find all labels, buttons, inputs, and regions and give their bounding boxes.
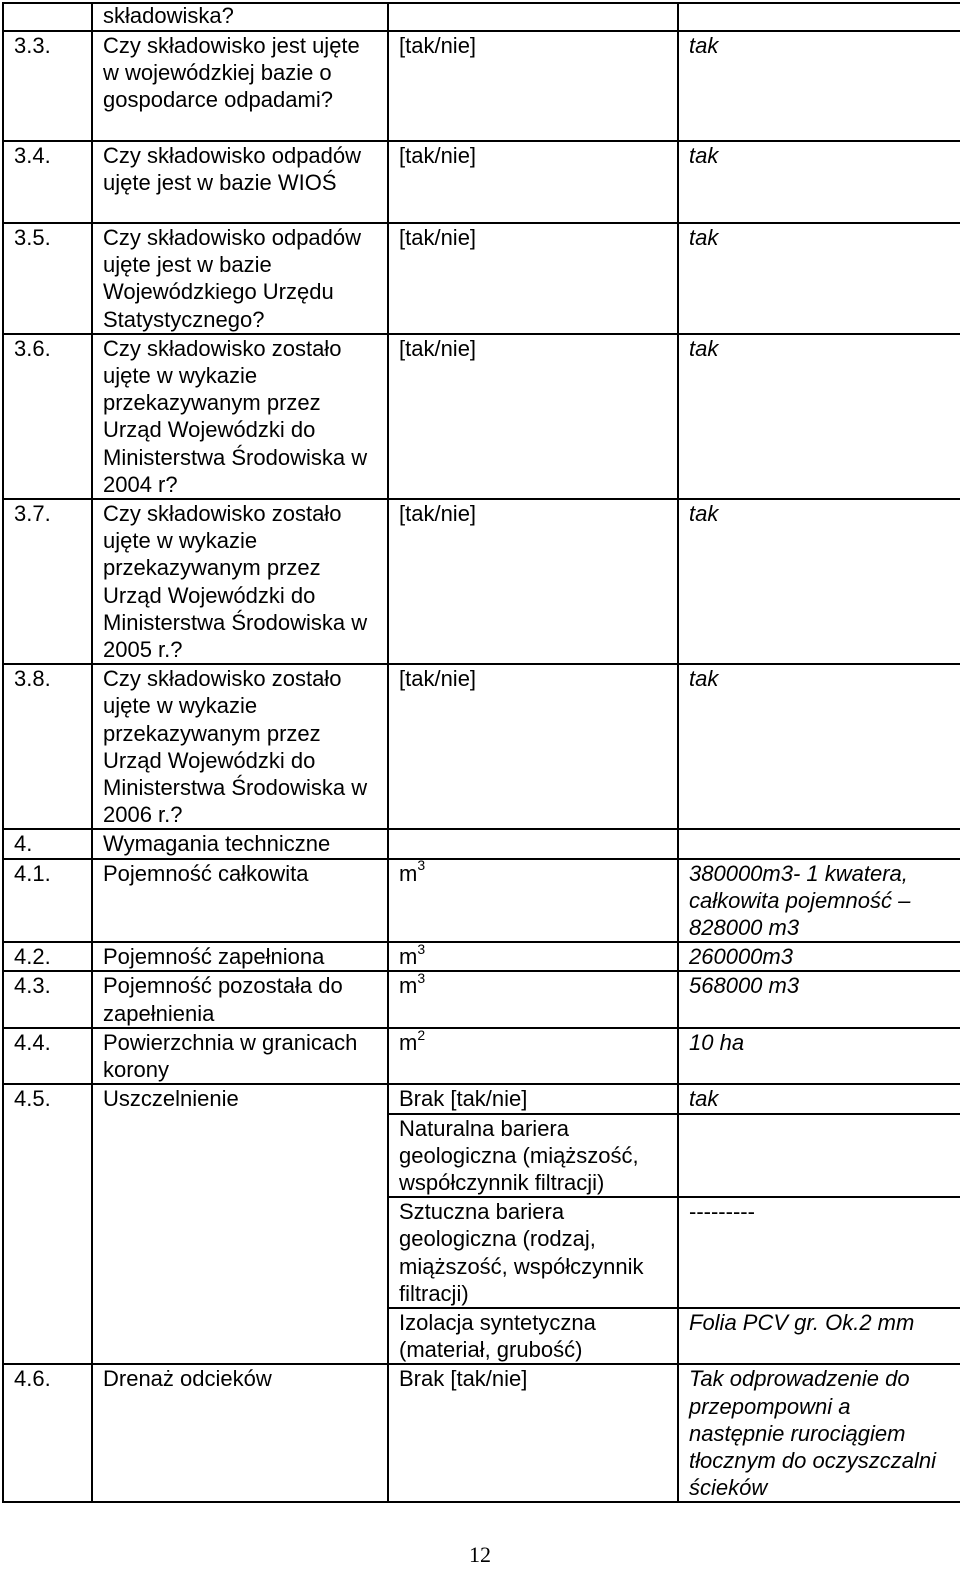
row-unit [388,942,678,971]
row-value: Tak odprowadzenie do przepompowni a następnie rurociągiem tłocznym do oczyszczalni ścieków [678,1364,960,1502]
row-value: 260000m3 [678,942,960,971]
row-label: Czy składowisko odpadów ujęte jest w bazie WIOŚ [92,141,388,223]
table-row [3,31,960,141]
table-row [3,3,960,31]
table-row [3,942,960,971]
page-number: 12 [469,1542,491,1567]
landfill-questionnaire-table [2,2,960,1503]
row-unit: [tak/nie] [388,499,678,664]
row-number: 4.3. [3,971,92,1027]
row-number [3,3,92,31]
row-value: tak [678,499,960,664]
row-number: 3.3. [3,31,92,141]
row-number: 3.4. [3,141,92,223]
table-row [3,664,960,829]
unit-exponent: 3 [417,857,426,874]
row-unit: Izolacja syntetyczna (materiał, grubość) [388,1308,678,1364]
row-value: tak [678,223,960,334]
row-value: tak [678,334,960,499]
section-title: Wymagania techniczne [92,829,388,858]
row-value [678,1114,960,1198]
row-value [678,3,960,31]
empty-cell [678,829,960,858]
row-unit [388,3,678,31]
row-number: 4.2. [3,942,92,971]
row-number: 4.5. [3,1084,92,1364]
table-row [3,334,960,499]
row-unit: [tak/nie] [388,334,678,499]
unit-base: m [399,1029,418,1055]
row-value: tak [678,31,960,141]
row-unit: Naturalna bariera geologiczna (miąższość, współczynnik filtracji) [388,1114,678,1198]
row-unit: [tak/nie] [388,141,678,223]
row-value: tak [678,664,960,829]
row-label: Pojemność zapełniona [92,942,388,971]
row-label: Powierzchnia w granicach korony [92,1028,388,1084]
row-number: 3.8. [3,664,92,829]
unit-exponent: 2 [417,1026,426,1043]
row-label: Pojemność pozostała do zapełnienia [92,971,388,1027]
unit-base: m [399,973,418,999]
row-unit: [tak/nie] [388,223,678,334]
unit-base: m [399,860,418,886]
row-label: składowiska? [92,3,388,31]
row-value: 380000m3- 1 kwatera, całkowita pojemność – 828000 m3 [678,859,960,943]
row-value: tak [678,1084,960,1113]
table-row [3,141,960,223]
table-row [3,971,960,1027]
table-row [3,1028,960,1084]
table-row [3,1364,960,1502]
row-unit: Sztuczna bariera geologiczna (rodzaj, miąższość, współczynnik filtracji) [388,1197,678,1308]
row-unit [388,1028,678,1084]
row-unit: Brak [tak/nie] [388,1084,678,1113]
row-unit: [tak/nie] [388,31,678,141]
unit-exponent: 3 [417,940,426,957]
row-number: 3.6. [3,334,92,499]
row-value: 10 ha [678,1028,960,1084]
row-number: 4.4. [3,1028,92,1084]
table-row [3,499,960,664]
row-value: Folia PCV gr. Ok.2 mm [678,1308,960,1364]
row-label: Drenaż odcieków [92,1364,388,1502]
row-label: Czy składowisko zostało ujęte w wykazie przekazywanym przez Urząd Wojewódzki do Ministerstwa Środowiska w 2004 r? [92,334,388,499]
row-unit [388,859,678,943]
row-unit: [tak/nie] [388,664,678,829]
empty-cell [388,829,678,858]
table-row [3,1084,960,1113]
row-label: Uszczelnienie [92,1084,388,1364]
row-unit [388,971,678,1027]
table-row [3,223,960,334]
section-number: 4. [3,829,92,858]
row-number: 3.7. [3,499,92,664]
table-row [3,859,960,943]
unit-exponent: 3 [417,970,426,987]
row-number: 4.1. [3,859,92,943]
row-number: 4.6. [3,1364,92,1502]
row-value: --------- [678,1197,960,1308]
row-label: Czy składowisko jest ujęte w wojewódzkiej bazie o gospodarce odpadami? [92,31,388,141]
row-label: Czy składowisko odpadów ujęte jest w bazie Wojewódzkiego Urzędu Statystycznego? [92,223,388,334]
row-value: 568000 m3 [678,971,960,1027]
row-label: Czy składowisko zostało ujęte w wykazie przekazywanym przez Urząd Wojewódzki do Ministerstwa Środowiska w 2005 r.? [92,499,388,664]
row-unit: Brak [tak/nie] [388,1364,678,1502]
unit-base: m [399,944,418,970]
row-label: Czy składowisko zostało ujęte w wykazie przekazywanym przez Urząd Wojewódzki do Ministerstwa Środowiska w 2006 r.? [92,664,388,829]
row-value: tak [678,141,960,223]
row-label: Pojemność całkowita [92,859,388,943]
row-number: 3.5. [3,223,92,334]
section-header-row [3,829,960,858]
